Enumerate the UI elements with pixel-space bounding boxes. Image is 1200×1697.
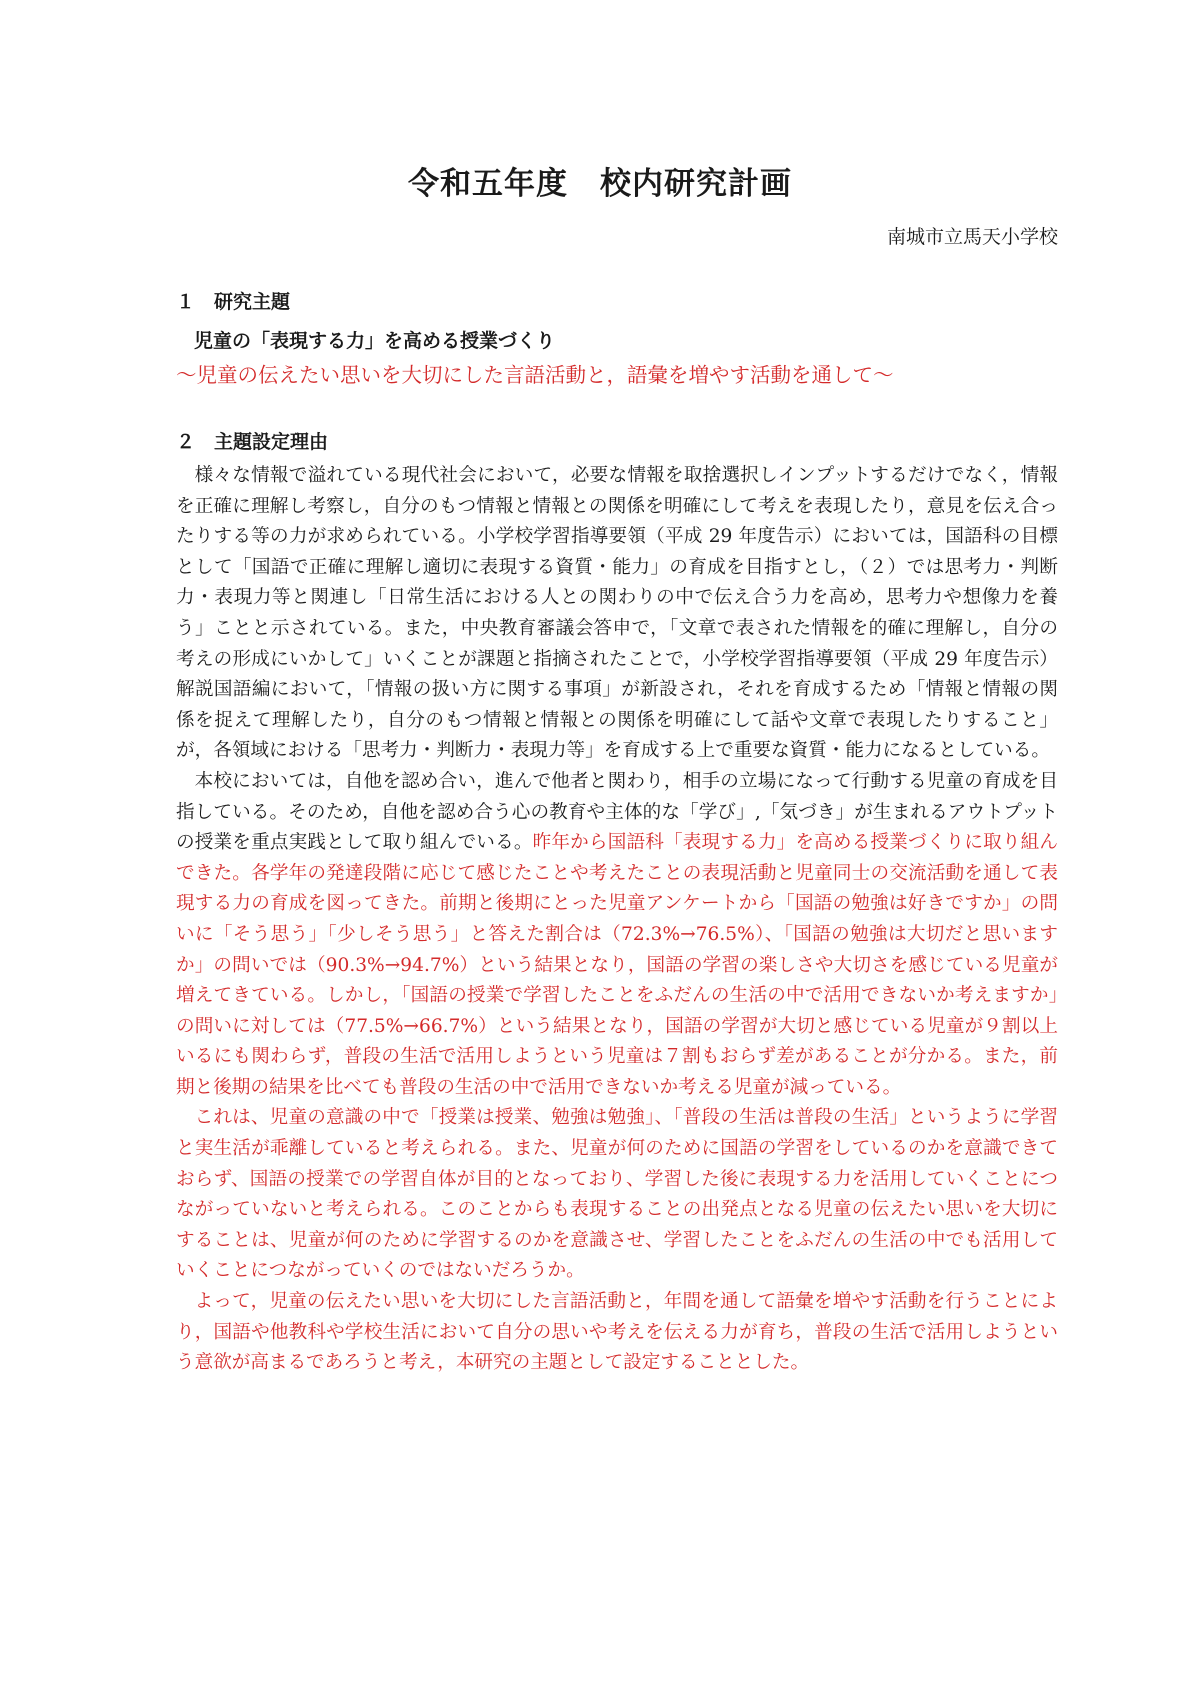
paragraph-2 (176, 767, 1058, 1104)
research-theme: 児童の「表現する力」を高める授業づくり (194, 330, 556, 352)
section2-body (176, 461, 1058, 1379)
section2-heading: ２ 主題設定理由 (176, 431, 329, 453)
paragraph-1: 様々な情報で溢れている現代社会において，必要な情報を取捨選択しインプットするだけでなく，情報を正確に理解し考察し，自分のもつ情報と情報との関係を明確にして考えを表現したり，意見を伝え合ったりする等の力が求められている。小学校学習指導要領（平成 29 年度告示）においては，国語科の目標として「国語で正確に理解し適切に表現する資質・能力」の育成を目指すとし，（２）では思考力・判断力・表現力等と関連し「日常生活における人との関わりの中で伝え合う力を高め，思考力や想像力を養う」ことと示されている。また，中央教育審議会答申で，「文章で表された情報を的確に理解し，自分の考えの形成にいかして」いくことが課題と指摘されたことで，小学校学習指導要領（平成 29 年度告示）解説国語編において，「情報の扱い方に関する事項」が新設され，それを育成するため「情報と情報の関係を捉えて理解したり，自分のもつ情報と情報との関係を明確にして話や文章で表現したりすること」が，各領域における「思考力・判断力・表現力等」を育成する上で重要な資質・能力になるとしている。 (176, 465, 1058, 762)
paragraph-2-text: 本校においては，自他を認め合い，進んで他者と関わり，相手の立場になって行動する児童の育成を目指している。そのため，自他を認め合う心の教育や主体的な「学び」,「気づき」が生まれるアウトプットの授業を重点実践として取り組んでいる。 (176, 770, 1058, 854)
school-name: 南城市立馬天小学校 (886, 226, 1058, 248)
paragraph-2-highlight: 昨年から国語科「表現する力」を高める授業づくりに取り組んできた。各学年の発達段階に応じて感じたことや考えたことの表現活動と児童同士の交流活動を通して表現する力の育成を図ってきた。前期と後期にとった児童アンケートから「国語の勉強は好きですか」の問いに「そう思う」「少しそう思う」と答えた割合は（72.3%→76.5%）、「国語の勉強は大切だと思いますか」の問いでは（90.3%→94.7%）という結果となり，国語の学習の楽しさや大切さを感じている児童が増えてきている。しかし，「国語の授業で学習したことをふだんの生活の中で活用できないか考えますか」の問いに対しては（77.5%→66.7%）という結果となり，国語の学習が大切と感じている児童が９割以上いるにも関わらず，普段の生活で活用しようという児童は７割もおらず差があることが分かる。また，前期と後期の結果を比べても普段の生活の中で活用できないか考える児童が減っている。 (176, 832, 1058, 1098)
paragraph-4: よって，児童の伝えたい思いを大切にした言語活動と，年間を通して語彙を増やす活動を行うことにより，国語や他教科や学校生活において自分の思いや考えを伝える力が育ち，普段の生活で活用しようという意欲が高まるであろうと考え，本研究の主題として設定することとした。 (176, 1291, 1058, 1374)
research-subtheme: 〜児童の伝えたい思いを大切にした言語活動と，語彙を増やす活動を通して〜 (176, 363, 894, 387)
section1-heading: １ 研究主題 (176, 291, 291, 313)
document-title: 令和五年度 校内研究計画 (408, 166, 792, 202)
paragraph-3: これは、児童の意識の中で「授業は授業、勉強は勉強」、「普段の生活は普段の生活」というように学習と実生活が乖離していると考えられる。また、児童が何のために国語の学習をしているのかを意識できておらず、国語の授業での学習自体が目的となっており、学習した後に表現する力を活用していくことにつながっていないと考えられる。このことからも表現することの出発点となる児童の伝えたい思いを大切にすることは、児童が何のために学習するのかを意識させ、学習したことをふだんの生活の中でも活用していくことにつながっていくのではないだろうか。 (176, 1107, 1058, 1282)
